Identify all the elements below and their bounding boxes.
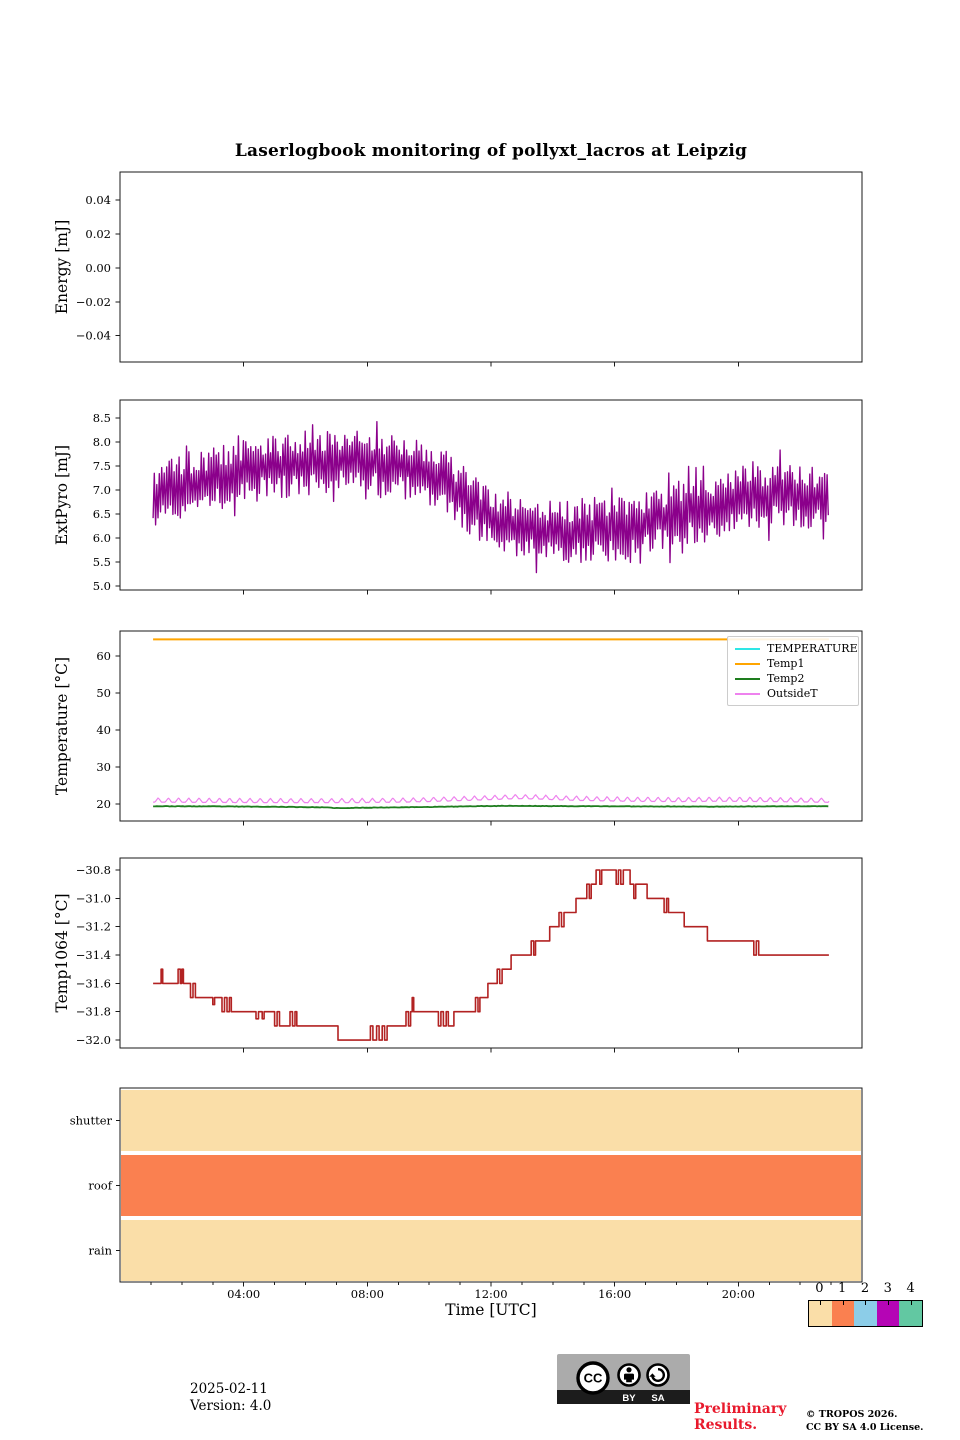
svg-text:5.0: 5.0 <box>92 579 111 594</box>
x-axis-label: Time [UTC] <box>445 1301 537 1319</box>
ylabel-temp1064: Temp1064 [°C] <box>53 893 71 1013</box>
svg-text:8.5: 8.5 <box>92 411 111 426</box>
legend-item-outsidet <box>735 686 852 701</box>
colorbar-tick-labels <box>808 1281 922 1296</box>
by-text: BY <box>622 1393 636 1404</box>
svg-text:−0.02: −0.02 <box>75 294 111 309</box>
ylabel-energy: Energy [mJ] <box>53 219 71 315</box>
colorbar-cell <box>832 1301 855 1326</box>
svg-text:shutter: shutter <box>69 1113 112 1128</box>
svg-text:−0.04: −0.04 <box>75 328 111 343</box>
colorbar-cell <box>809 1301 832 1326</box>
legend-label: Temp1 <box>767 657 805 670</box>
svg-text:40: 40 <box>96 722 111 737</box>
sa-arrow-icon <box>648 1365 669 1386</box>
svg-text:−31.8: −31.8 <box>75 1004 111 1019</box>
legend-item-temperature <box>735 641 858 656</box>
svg-text:50: 50 <box>96 686 111 701</box>
svg-text:−30.8: −30.8 <box>75 863 111 878</box>
svg-text:30: 30 <box>96 759 111 774</box>
cc-by-sa-badge <box>557 1354 690 1404</box>
plot-version: Version: 4.0 <box>190 1398 272 1414</box>
svg-text:0.00: 0.00 <box>85 260 111 275</box>
colorbar-cell <box>854 1301 877 1326</box>
svg-text:20: 20 <box>96 796 111 811</box>
svg-text:8.0: 8.0 <box>92 435 111 450</box>
svg-text:−31.6: −31.6 <box>75 976 111 991</box>
svg-text:−32.0: −32.0 <box>75 1033 111 1048</box>
svg-text:−31.4: −31.4 <box>75 948 111 963</box>
legend-label: Temp2 <box>767 672 805 685</box>
preliminary-results-note: Preliminary Results. <box>694 1401 787 1433</box>
svg-text:20:00: 20:00 <box>721 1287 755 1301</box>
svg-text:7.0: 7.0 <box>92 483 111 498</box>
svg-text:−31.2: −31.2 <box>75 919 111 934</box>
svg-text:6.5: 6.5 <box>92 507 111 522</box>
status-colorbar <box>808 1300 923 1327</box>
legend-label: TEMPERATURE <box>767 642 858 655</box>
cc-text: CC <box>583 1370 603 1386</box>
figure-title: Laserlogbook monitoring of pollyxt_lacros at Leipzig <box>234 141 748 161</box>
colorbar-cell <box>899 1301 922 1326</box>
extpyro-plot <box>93 400 862 595</box>
ylabel-extpyro: ExtPyro [mJ] <box>53 444 71 546</box>
svg-text:04:00: 04:00 <box>227 1287 261 1301</box>
svg-text:6.0: 6.0 <box>92 531 111 546</box>
svg-text:7.5: 7.5 <box>92 459 111 474</box>
colorbar-label: 1 <box>838 1281 847 1296</box>
copyright-note <box>806 1409 923 1434</box>
plot-date: 2025-02-11 <box>190 1381 268 1397</box>
colorbar-label: 2 <box>860 1281 870 1296</box>
svg-text:0.04: 0.04 <box>85 192 111 207</box>
temp1064-plot <box>76 858 862 1053</box>
ylabel-temperature: Temperature [°C] <box>53 656 71 796</box>
svg-text:−31.0: −31.0 <box>75 891 111 906</box>
legend-item-temp2 <box>735 671 852 686</box>
legend-swatch-temp1-icon <box>735 663 760 665</box>
temperature-legend <box>727 636 859 706</box>
svg-text:rain: rain <box>88 1243 112 1258</box>
colorbar-label: 0 <box>815 1281 824 1296</box>
legend-swatch-temperature-icon <box>735 648 760 650</box>
status-plot <box>70 1088 862 1301</box>
colorbar-label: 3 <box>883 1281 892 1296</box>
svg-text:roof: roof <box>88 1178 112 1193</box>
svg-text:16:00: 16:00 <box>598 1287 632 1301</box>
svg-text:5.5: 5.5 <box>92 555 111 570</box>
legend-swatch-temp2-icon <box>735 678 760 680</box>
colorbar-label: 4 <box>906 1281 915 1296</box>
colorbar-cell <box>877 1301 900 1326</box>
legend-swatch-outsidet-icon <box>735 693 760 695</box>
svg-text:60: 60 <box>96 649 111 664</box>
svg-text:08:00: 08:00 <box>350 1287 384 1301</box>
energy-plot <box>76 172 862 367</box>
copyright-line1: © TROPOS 2026. <box>806 1409 898 1420</box>
sa-text: SA <box>651 1393 665 1404</box>
svg-text:12:00: 12:00 <box>474 1287 508 1301</box>
legend-label: OutsideT <box>767 687 818 700</box>
footer-meta <box>190 1381 271 1415</box>
svg-text:0.02: 0.02 <box>85 226 111 241</box>
legend-item-temp1 <box>735 656 852 671</box>
copyright-line2: CC BY SA 4.0 License. <box>806 1421 924 1433</box>
